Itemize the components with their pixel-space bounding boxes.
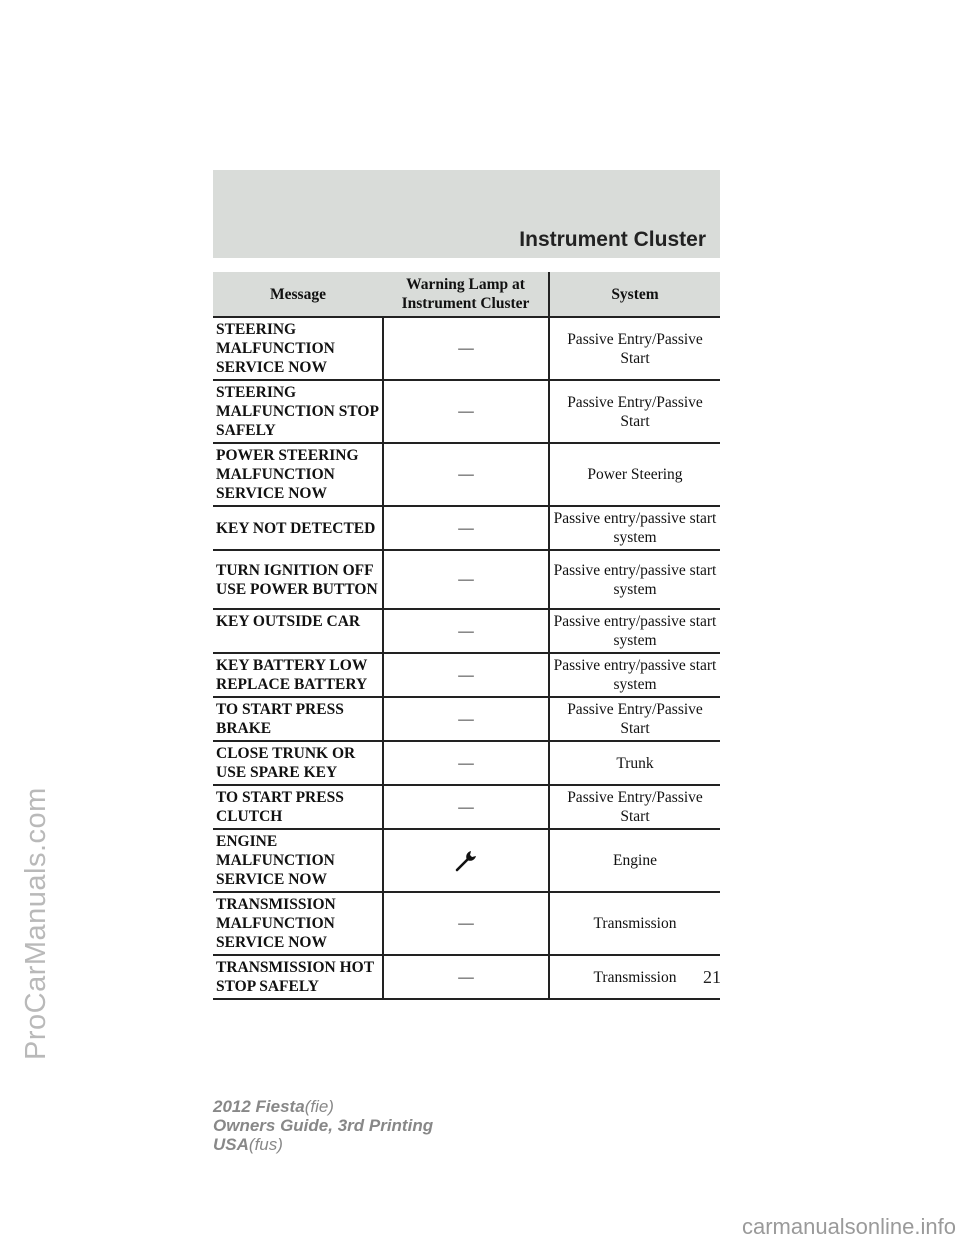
section-title: Instrument Cluster <box>519 228 706 251</box>
message-cell: KEY BATTERY LOW REPLACE BATTERY <box>213 653 383 697</box>
table-row <box>213 609 720 653</box>
lamp-cell <box>383 829 549 892</box>
lamp-cell: — <box>383 785 549 829</box>
table-row <box>213 785 720 829</box>
system-cell: Engine <box>549 829 720 892</box>
message-cell: STEERING MALFUNCTION STOP SAFELY <box>213 380 383 443</box>
system-cell: Passive Entry/Passive Start <box>549 317 720 380</box>
table-row <box>213 317 720 380</box>
lamp-cell: — <box>383 697 549 741</box>
system-cell: Passive entry/passive start system <box>549 506 720 550</box>
document-footer <box>213 1097 433 1154</box>
message-cell: KEY OUTSIDE CAR <box>213 609 383 653</box>
message-cell: TRANSMISSION HOT STOP SAFELY <box>213 955 383 999</box>
system-cell: Passive entry/passive start system <box>549 550 720 609</box>
system-cell: Power Steering <box>549 443 720 506</box>
message-cell: STEERING MALFUNCTION SERVICE NOW <box>213 317 383 380</box>
lamp-cell: — <box>383 609 549 653</box>
bottom-watermark: carmanualsonline.info <box>741 1214 956 1239</box>
table-row <box>213 380 720 443</box>
wrench-icon <box>453 848 479 874</box>
system-cell: Trunk <box>549 741 720 785</box>
table-row <box>213 506 720 550</box>
message-cell: TO START PRESS BRAKE <box>213 697 383 741</box>
lamp-cell: — <box>383 892 549 955</box>
message-cell: CLOSE TRUNK OR USE SPARE KEY <box>213 741 383 785</box>
system-cell: Transmission <box>549 892 720 955</box>
table-row <box>213 550 720 609</box>
message-cell: KEY NOT DETECTED <box>213 506 383 550</box>
table-row <box>213 741 720 785</box>
lamp-cell: — <box>383 506 549 550</box>
lamp-cell: — <box>383 741 549 785</box>
footer-model-code: (fie) <box>304 1097 334 1116</box>
table-row <box>213 443 720 506</box>
footer-model: 2012 Fiesta <box>213 1097 305 1116</box>
column-header-system: System <box>549 272 720 317</box>
system-cell: Passive Entry/Passive Start <box>549 380 720 443</box>
side-watermark: ProCarManuals.com <box>20 787 52 1060</box>
message-cell: TRANSMISSION MALFUNCTION SERVICE NOW <box>213 892 383 955</box>
table-header-row <box>213 272 720 317</box>
lamp-cell: — <box>383 443 549 506</box>
lamp-cell: — <box>383 653 549 697</box>
lamp-cell: — <box>383 317 549 380</box>
system-cell: Passive Entry/Passive Start <box>549 697 720 741</box>
lamp-cell: — <box>383 550 549 609</box>
footer-region-code: (fus) <box>248 1135 283 1154</box>
system-cell: Passive entry/passive start system <box>549 653 720 697</box>
system-cell: Passive Entry/Passive Start <box>549 785 720 829</box>
message-cell: ENGINE MALFUNCTION SERVICE NOW <box>213 829 383 892</box>
message-cell: TURN IGNITION OFF USE POWER BUTTON <box>213 550 383 609</box>
footer-region: USA <box>213 1135 249 1154</box>
page-number: 21 <box>703 967 721 987</box>
footer-guide: Owners Guide, 3rd Printing <box>213 1116 434 1135</box>
system-cell: Transmission <box>549 955 720 999</box>
table-row <box>213 892 720 955</box>
lamp-cell: — <box>383 955 549 999</box>
system-cell: Passive entry/passive start system <box>549 609 720 653</box>
lamp-cell: — <box>383 380 549 443</box>
table-row <box>213 653 720 697</box>
warning-message-table <box>213 272 720 1000</box>
table-row <box>213 697 720 741</box>
table-row <box>213 955 720 999</box>
column-header-warning-lamp: Warning Lamp at Instrument Cluster <box>383 272 549 317</box>
table-row <box>213 829 720 892</box>
message-cell: POWER STEERING MALFUNCTION SERVICE NOW <box>213 443 383 506</box>
section-header <box>213 170 720 258</box>
message-cell: TO START PRESS CLUTCH <box>213 785 383 829</box>
column-header-message: Message <box>213 272 383 317</box>
